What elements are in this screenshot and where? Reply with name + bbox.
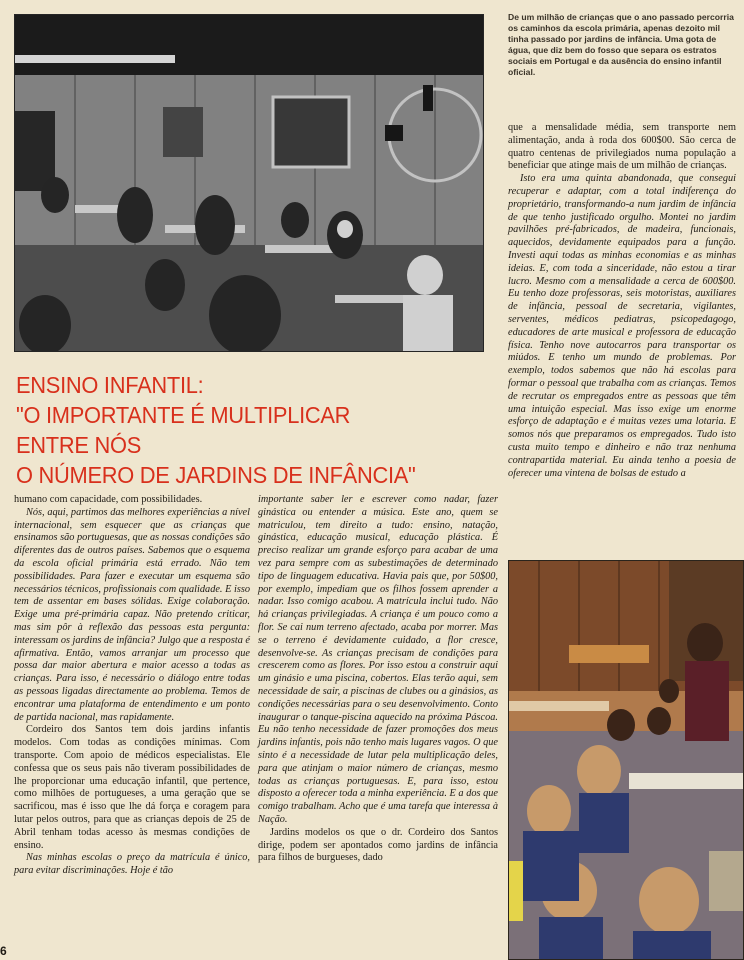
paragraph: Cordeiro dos Santos tem dois jardins infantis modelos. Com todas as condições mínimas. Com transporte. Com apoio de médicos especialistas. Ele confessa que os seus pais não tiveram possibilidades de lhe proporcionar uma educação infantil, que pertence, como milhões de portugueses, a uma geração que se sacrificou, mas é isso que lhe dá força e coragem para lutar pelos outros, para que as crianças depois de 25 de Abril tenham todas acesso às mesmas condições de ensino.: [14, 724, 250, 851]
headline-line-3: ENTRE NÓS: [16, 432, 141, 458]
headline-line-2: "O IMPORTANTE É MULTIPLICAR: [16, 402, 351, 428]
paragraph: que a mensalidade média, sem transporte nem alimentação, anda à roda dos 600$00. São cerca de quatro centenas de privilegiados numa população a beneficiar que atinge mais de um milhão de crianças.: [508, 122, 736, 172]
article-headline: [16, 370, 496, 490]
paragraph: Isto era uma quinta abandonada, que consegui recuperar e adaptar, com a total indiferença do proprietário, transformando-a num jardim de infância de que tenho justificado orgulho. Montei no jardim pavilhões pré-fabricados, de madeira, funcionais, aquecidos, devidamente equipados para a função. Investi aqui todas as minhas economias e as minhas ideias. E, com toda a sinceridade, não estou a tirar lucro. Mesmo com a mensalidade a cerca de 600$00. Eu tenho doze professoras, seis motoristas, auxiliares de infância, pessoal de secretaria, vigilantes, serventes, médicos pediatras, psicopedagogo, educadores de arte musical e professora de educação física. Tenho nove autocarros para transportar os miúdos. E tenho um mundo de problemas. Por exemplo, todos sabemos que não há escolas para formar o pessoal que trabalha com as crianças. Temos de recrutar os empregados entre as pessoas que têm uma intuição especial. Mas isso exige um enorme esforço de adaptação e é muitas vezes uma lotaria. E somos nós que preparamos os empregados. Tudo isto custa muito tempo e dinheiro e não traz nenhuma contrapartida material. Eu ainda tenho a poesia de oferecer uma vintena de bolsas de estudo a: [508, 173, 736, 479]
paragraph: humano com capacidade, com possibilidades.: [14, 494, 203, 505]
paragraph: Nas minhas escolas o preço da matrícula é único, para evitar discriminações. Hoje é tão: [14, 852, 250, 877]
page-number: 6: [0, 944, 7, 958]
article-column-3: [508, 122, 736, 480]
article-column-2: [258, 494, 498, 865]
photo-caption: De um milhão de crianças que o ano passado percorria os caminhos da escola primária, apenas dezoito mil tinha passado por jardins de infância. Uma gota de água, que diz bem do fosso que separa os estratos sociais em Portugal e da ausência do ensino infantil oficial.: [508, 12, 734, 77]
paragraph: importante saber ler e escrever como nadar, fazer ginástica ou entender a música. Este ano, quem se matriculou, tem direito a tudo: ensino, natação, ginástica, educação musical, educação plástica. É preciso realizar um grande esforço para acabar de uma vez para sempre com as subestimações de determinado tipo de linguagem educativa. Havia pais que, por 50$00, por exemplo, impediam que os filhos fossem aprender a nadar. Isso comigo acabou. A matrícula inclui tudo. Não há crianças privilegiadas. A criança é um pouco como a flor. Se cai num terreno afectado, acaba por morrer. Mas se o terreno é devidamente cuidado, a flor cresce, desenvolve-se. As crianças precisam de condições para crescerem como as flores. Por isso estou a construir aqui um ginásio e uma piscina, cobertos. Elas terão aqui, sem necessidade de sair, a piscinas de clubes ou a ginásios, as condições necessárias para o seu desenvolvimento. Conto inaugurar o tanque-piscina aquecido na próxima Páscoa. Eu não tenho necessidade de fazer promoções dos meus jardins infantis, pois não tenho mais lugares vagos. O que sinto é a necessidade de lutar pela multiplicação deles, para que atinjam o maior número de crianças, mesmo todas as crianças portuguesas. E, para isso, estou disposto a oferecer toda a minha experiência. E a dos que comigo trabalham. Acho que é uma tarefa que interessa à Nação.: [258, 494, 498, 825]
headline-line-4: O NÚMERO DE JARDINS DE INFÂNCIA": [16, 462, 416, 488]
children-classroom-photo: [508, 560, 744, 960]
article-column-1: [14, 494, 250, 878]
paragraph: Jardins modelos os que o dr. Cordeiro dos Santos dirige, podem ser apontados como jardins de infância para filhos de burgueses, dado: [258, 826, 498, 864]
classroom-photo: [14, 14, 484, 352]
headline-line-1: ENSINO INFANTIL:: [16, 372, 204, 398]
paragraph: Nós, aqui, partimos das melhores experiências a nível internacional, sem esquecer que as crianças que ensinamos são portuguesas, que as nossas condições são diferentes das de outros países. Sabemos que o esquema da escola oficial primária está errado. Não tem possibilidades. Para fazer e executar um esquema são necessários técnicos, profissionais com qualidade. E isso tem de assentar em bases sólidas. Exige colaboração. Exige uma pré-primária capaz. Não pretendo criticar, mas sim pôr à reflexão das pessoas esta pergunta: interessam os jardins de infância? Julgo que a resposta é afirmativa. Então, vamos arranjar um processo que possa dar maior abertura e maior acesso a todas as crianças. Para isso, é necessário o diálogo entre todas as pessoas ligadas directamente ao problema. Temos de encontrar uma plataforma de entendimento e um ponto de partida nacional, mas rapidamente.: [14, 506, 250, 723]
